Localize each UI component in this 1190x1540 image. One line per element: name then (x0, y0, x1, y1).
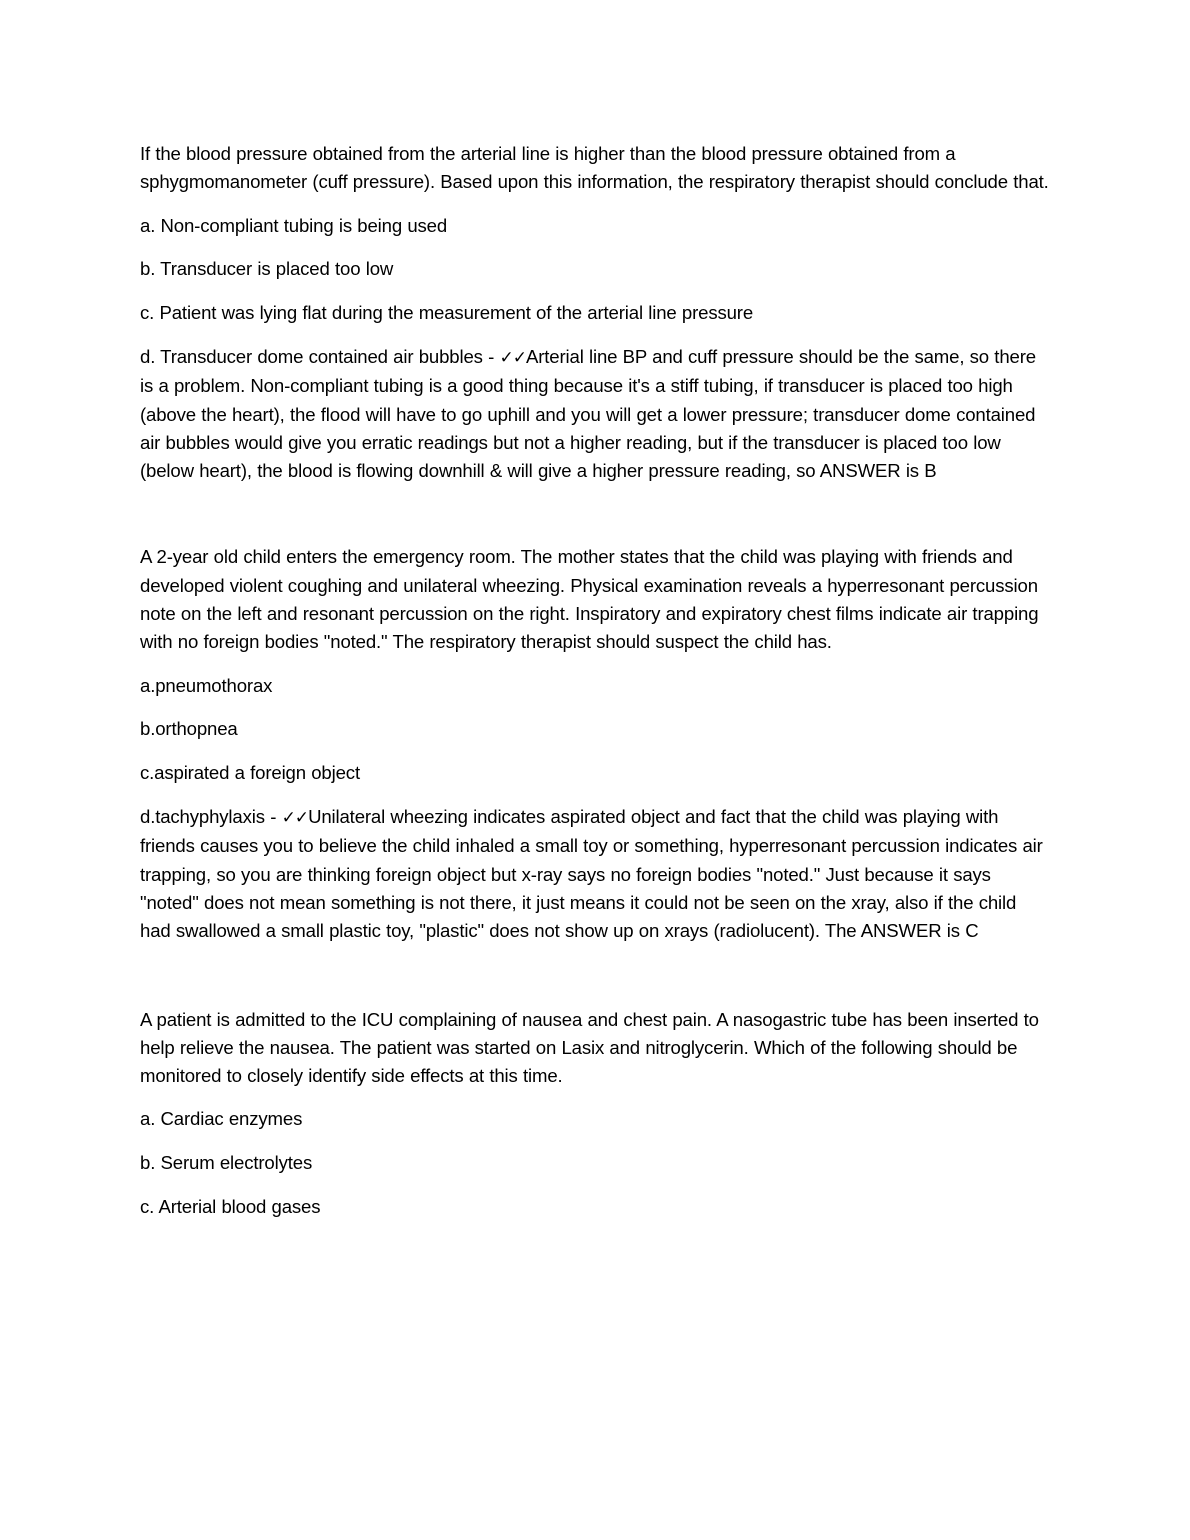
question-2-option-b: b.orthopnea (140, 718, 238, 740)
question-3-prompt: A patient is admitted to the ICU complaining of nausea and chest pain. A nasogastric tube has been inserted to help relieve the nausea. The patient was started on Lasix and nitroglycerin. Which of the following should be monitored to closely identify side effects at this time. (140, 1008, 1039, 1087)
question-1-explanation: Arterial line BP and cuff pressure should be the same, so there is a problem. Non-compliant tubing is a good thing because it's a stiff tubing, if transducer is placed too high (above the heart), the flood will have to go uphill and you will get a lower pressure; transducer dome contained air bubbles would give you erratic readings but not a higher reading, but if the transducer is placed too low (below heart), the blood is flowing downhill & will give a higher pressure reading, so ANSWER is B (140, 345, 1036, 482)
block-spacer (140, 946, 1052, 1006)
question-2-option-a: a.pneumothorax (140, 674, 273, 696)
question-1-prompt: If the blood pressure obtained from the arterial line is higher than the blood pressure obtained from a sphygmomanometer (cuff pressure). Based upon this information, the respiratory therapist should conclude that. (140, 143, 1049, 193)
question-1-option-d: d. Transducer dome contained air bubbles - (140, 345, 500, 367)
question-block-3 (140, 1006, 1052, 1222)
question-block-2 (140, 543, 1052, 945)
question-2-option-d: d.tachyphylaxis - (140, 806, 282, 828)
question-2-prompt: A 2-year old child enters the emergency room. The mother states that the child was playing with friends and developed violent coughing and unilateral wheezing. Physical examination reveals a hyperresonant percussion note on the left and resonant percussion on the right. Inspiratory and expiratory chest films indicate air trapping with no foreign bodies "noted." The respiratory therapist should suspect the child has. (140, 546, 1039, 653)
question-1-option-b: b. Transducer is placed too low (140, 258, 394, 280)
check-marks-icon: ✓✓ (281, 808, 309, 829)
question-1-option-a: a. Non-compliant tubing is being used (140, 214, 448, 236)
question-1-option-c: c. Patient was lying flat during the measurement of the arterial line pressure (140, 302, 754, 324)
document-page (140, 140, 1052, 1221)
question-3-option-c: c. Arterial blood gases (140, 1196, 321, 1218)
question-3-option-a: a. Cardiac enzymes (140, 1108, 303, 1130)
question-3-option-b: b. Serum electrolytes (140, 1152, 313, 1174)
question-2-option-d-with-answer (140, 803, 1052, 945)
question-2-option-c: c.aspirated a foreign object (140, 762, 360, 784)
block-spacer (140, 485, 1052, 543)
question-1-option-d-with-answer (140, 343, 1052, 485)
question-block-1 (140, 140, 1052, 485)
question-2-explanation: Unilateral wheezing indicates aspirated object and fact that the child was playing with friends causes you to believe the child inhaled a small toy or something, hyperresonant percussion indicates air trapping, so you are thinking foreign object but x-ray says no foreign bodies "noted." Just because it says "noted" does not mean something is not there, it just means it could not be seen on the xray, also if the child had swallowed a small plastic toy, "plastic" does not show up on xrays (radiolucent). The ANSWER is C (140, 806, 1043, 942)
check-marks-icon: ✓✓ (499, 347, 526, 368)
